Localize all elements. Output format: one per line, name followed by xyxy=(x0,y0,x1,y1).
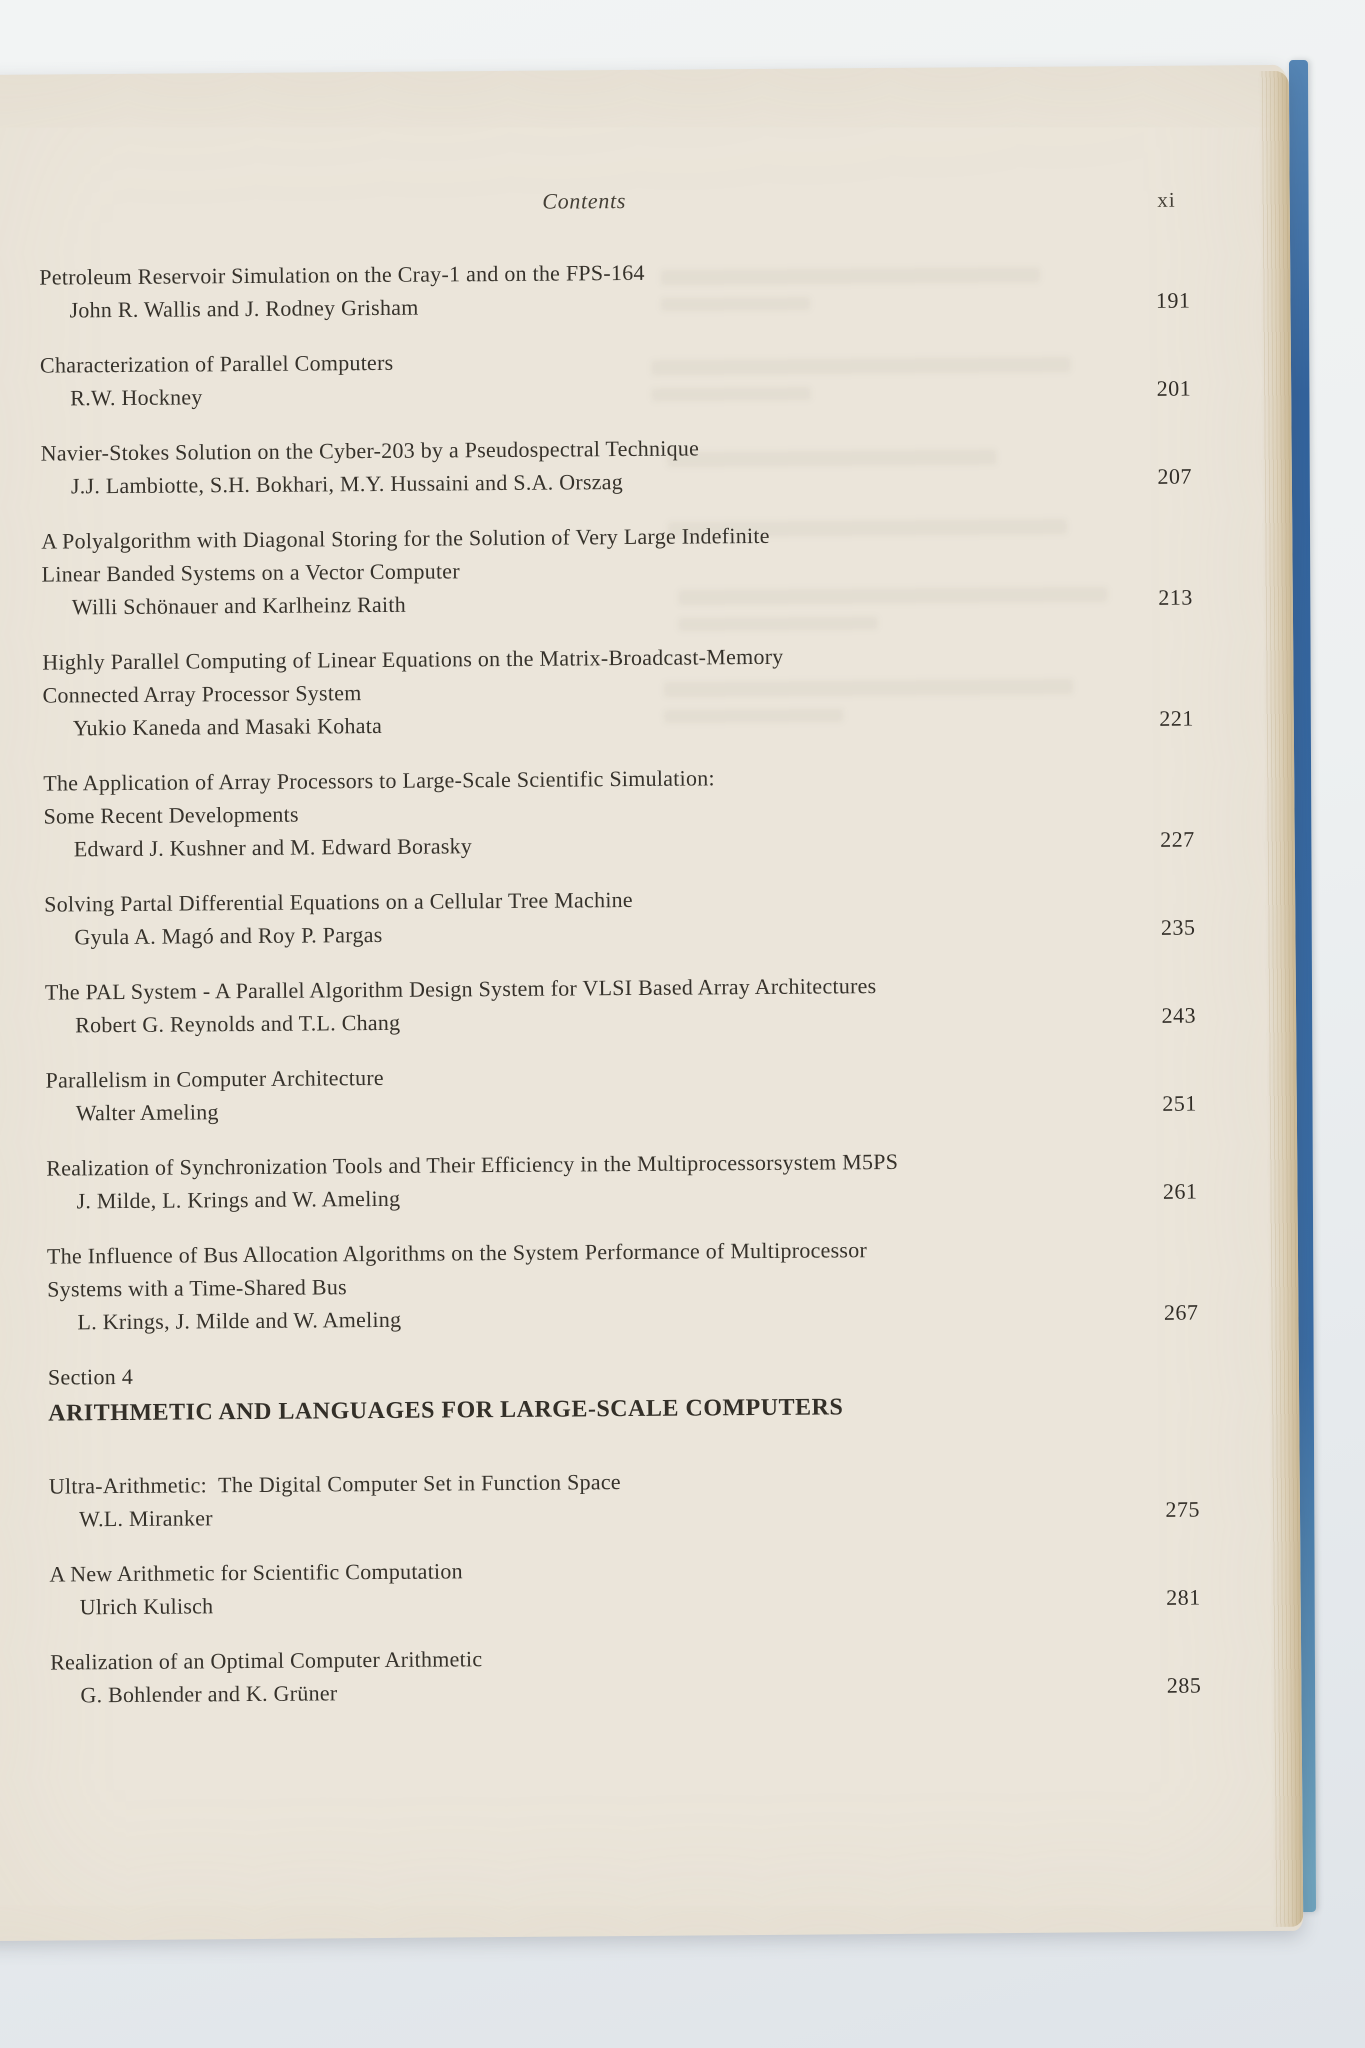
toc-entry-authors: John R. Wallis and J. Rodney Grisham xyxy=(69,294,419,323)
page-content xyxy=(0,65,1302,1712)
toc-entry-page-number: 213 xyxy=(1158,584,1193,610)
toc-entry xyxy=(41,428,1192,503)
section-title: ARITHMETIC AND LANGUAGES FOR LARGE-SCALE COMPUTERS xyxy=(48,1394,844,1427)
toc-entry-page-number: 281 xyxy=(1166,1584,1201,1610)
toc-entry xyxy=(45,1055,1196,1130)
toc-entry-page-number: 221 xyxy=(1159,705,1194,731)
toc-entry-title: Parallelism in Computer Architecture xyxy=(45,1064,384,1093)
toc-entry-authors: J.J. Lambiotte, S.H. Bokhari, M.Y. Hussaini and S.A. Orszag xyxy=(70,469,624,499)
toc-entry-authors: Yukio Kaneda and Masaki Kohata xyxy=(72,712,383,741)
toc-entry xyxy=(49,1549,1200,1624)
toc-entry-page-number: 275 xyxy=(1165,1496,1201,1522)
toc-entry-page-number: 201 xyxy=(1156,375,1192,401)
toc-entry-title: Highly Parallel Computing of Linear Equations on the Matrix-Broadcast-Memory Connected Array Processor System xyxy=(42,643,784,708)
toc-entry-authors: J. Milde, L. Krings and W. Ameling xyxy=(76,1185,401,1214)
running-title: Contents xyxy=(542,188,627,214)
toc-entry-page-number: 235 xyxy=(1160,914,1196,940)
toc-entry xyxy=(44,879,1195,954)
toc-entry-title: A New Arithmetic for Scientific Computation xyxy=(49,1558,463,1587)
table-of-contents xyxy=(39,252,1201,1712)
toc-entry-authors: G. Bohlender and K. Grüner xyxy=(80,1680,338,1708)
toc-entry-page-number: 261 xyxy=(1162,1178,1198,1204)
toc-entry xyxy=(50,1637,1201,1712)
page-header xyxy=(39,184,1190,223)
toc-entry-title: Realization of an Optimal Computer Arithmetic xyxy=(50,1646,483,1675)
toc-entry-authors: Ulrich Kulisch xyxy=(79,1593,214,1620)
toc-entry-authors: R.W. Hockney xyxy=(70,384,203,411)
toc-entry xyxy=(39,252,1190,327)
toc-entry xyxy=(40,340,1191,415)
toc-entry-title: Petroleum Reservoir Simulation on the Cray-1 and on the FPS-164 xyxy=(39,259,645,290)
book-page xyxy=(0,65,1303,1941)
toc-entry-title: Ultra-Arithmetic: The Digital Computer Set in Function Space xyxy=(48,1469,621,1499)
section-label: Section 4 xyxy=(47,1363,134,1390)
toc-entry-page-number: 207 xyxy=(1157,463,1192,489)
toc-entry xyxy=(49,1461,1200,1536)
toc-entry-authors: W.L. Miranker xyxy=(78,1505,213,1532)
toc-entry-title: The Application of Array Processors to Large-Scale Scientific Simulation: Some Recent Developments xyxy=(43,765,715,829)
section-heading-block xyxy=(48,1352,1200,1432)
toc-entry-page-number: 285 xyxy=(1166,1672,1202,1698)
toc-entry-page-number: 251 xyxy=(1162,1090,1197,1116)
toc-entry xyxy=(47,1231,1199,1339)
toc-entry-title: The Influence of Bus Allocation Algorithms on the System Performance of Multiprocessor Systems with a Time-Shared Bus xyxy=(46,1237,868,1302)
toc-entry-authors: Gyula A. Magó and Roy P. Pargas xyxy=(74,921,383,950)
toc-entry xyxy=(43,758,1195,866)
toc-entry-page-number: 267 xyxy=(1163,1299,1199,1325)
toc-entry-authors: Walter Ameling xyxy=(75,1099,219,1126)
toc-entry-authors: Willi Schönauer and Karlheinz Raith xyxy=(71,591,407,620)
folio-page-number: xi xyxy=(1157,187,1176,212)
toc-entry-title: Realization of Synchronization Tools and Their Efficiency in the Multiprocessorsystem M5PS xyxy=(46,1148,899,1181)
toc-entry-page-number: 227 xyxy=(1160,826,1195,852)
toc-entry xyxy=(46,1143,1197,1218)
toc-entry xyxy=(45,967,1196,1042)
toc-entry-page-number: 243 xyxy=(1161,1002,1197,1028)
toc-entry-title: Navier-Stokes Solution on the Cyber-203 by a Pseudospectral Technique xyxy=(40,435,700,466)
toc-entry-title: A Polyalgorithm with Diagonal Storing for the Solution of Very Large Indefinite Linear Banded Systems on a Vector Computer xyxy=(41,522,770,587)
toc-entry-authors: Robert G. Reynolds and T.L. Chang xyxy=(75,1009,401,1038)
toc-entry-page-number: 191 xyxy=(1155,287,1191,313)
toc-entry xyxy=(41,516,1193,624)
toc-entry-authors: L. Krings, J. Milde and W. Ameling xyxy=(77,1306,402,1335)
toc-entry xyxy=(42,637,1194,745)
toc-entry-title: Characterization of Parallel Computers xyxy=(39,349,394,378)
toc-entry-title: Solving Partal Differential Equations on a Cellular Tree Machine xyxy=(44,886,633,917)
toc-entry-authors: Edward J. Kushner and M. Edward Borasky xyxy=(73,833,473,862)
toc-entry-title: The PAL System - A Parallel Algorithm Design System for VLSI Based Array Architectures xyxy=(44,973,877,1005)
